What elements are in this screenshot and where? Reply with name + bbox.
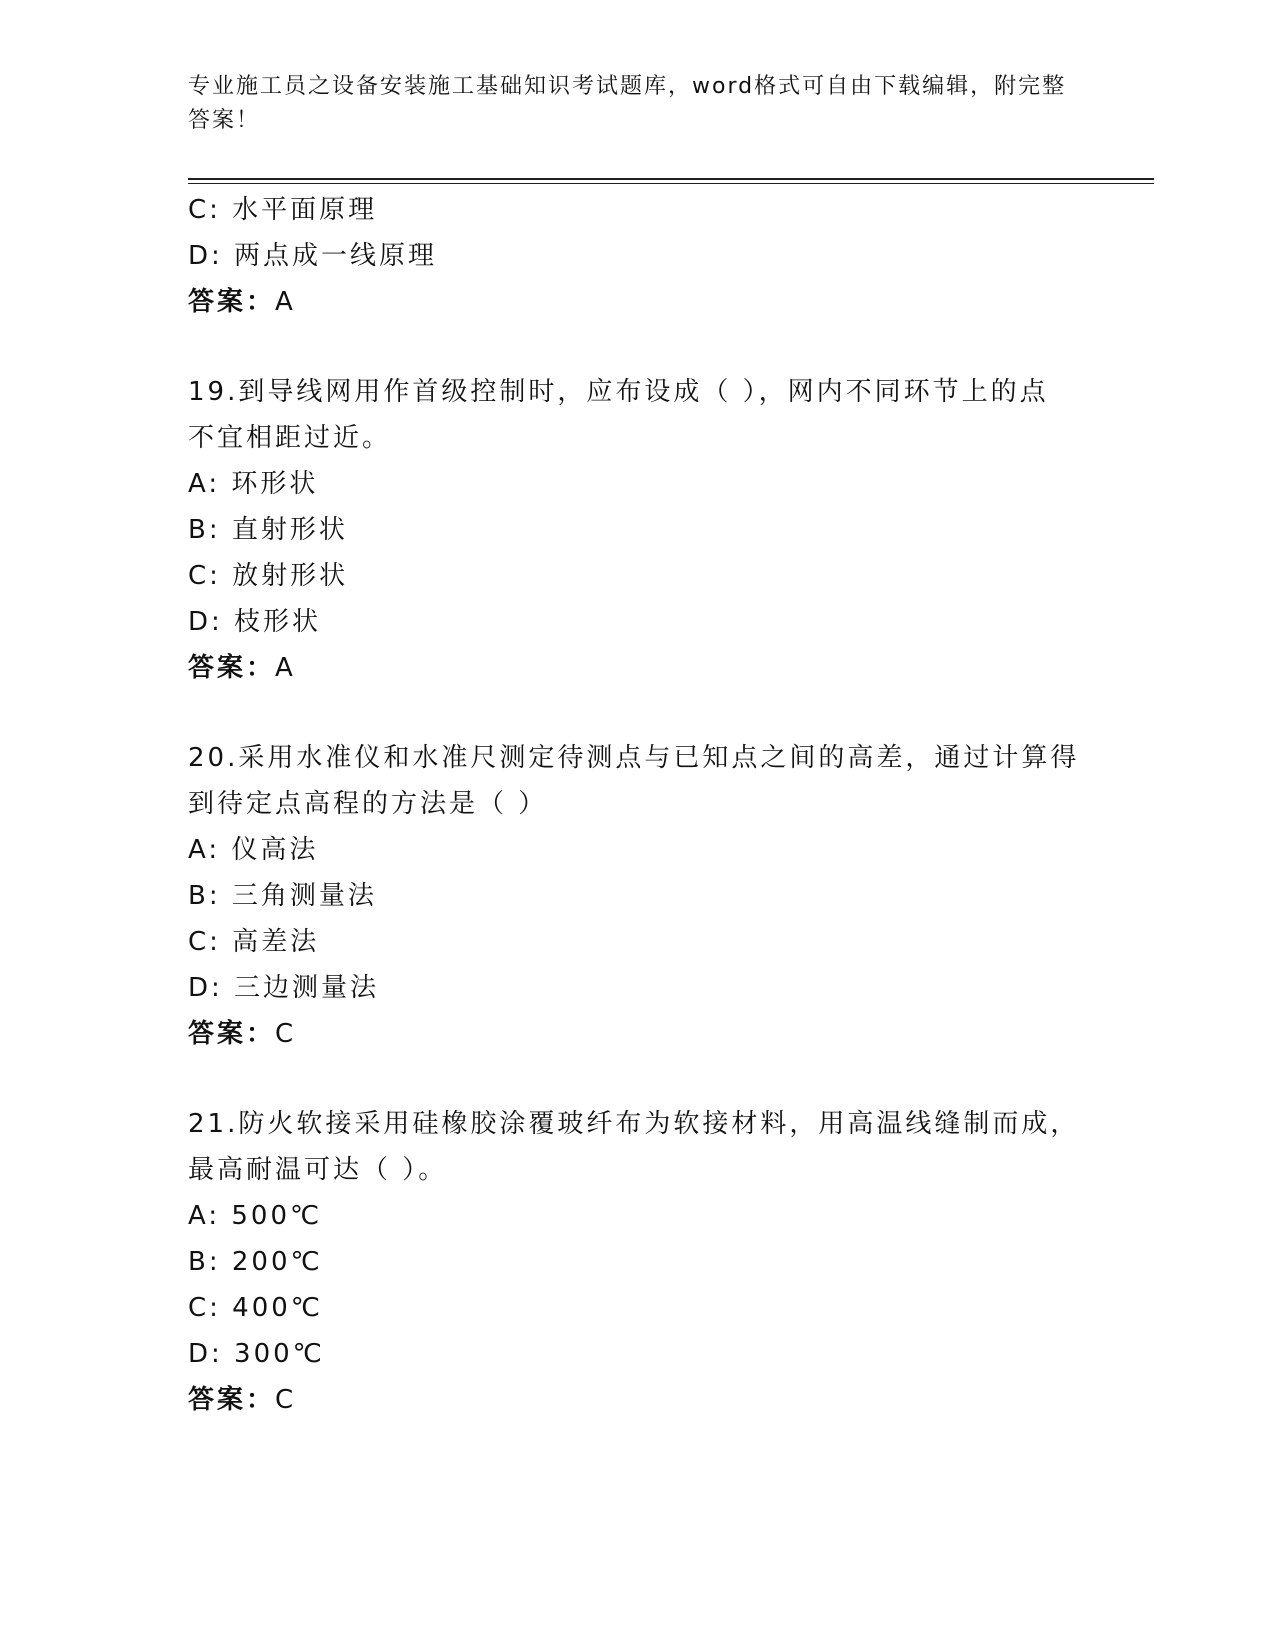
question-text-line: 20.采用水准仪和水准尺测定待测点与已知点之间的高差，通过计算得 xyxy=(188,743,1080,773)
answer-label: 答案： xyxy=(188,287,276,317)
answer-value: A xyxy=(275,287,296,317)
option-b: B: 三角测量法 xyxy=(188,881,377,911)
option-d: D: 枝形状 xyxy=(188,607,322,637)
answer-label: 答案： xyxy=(188,653,276,683)
option-d: D: 三边测量法 xyxy=(188,973,380,1003)
option-b: B: 200℃ xyxy=(188,1247,323,1277)
answer-line xyxy=(188,279,1108,325)
header-divider-thin xyxy=(188,183,1154,184)
question-text-line: 19.到导线网用作首级控制时，应布设成（ ），网内不同环节上的点 xyxy=(188,377,1049,407)
answer-label: 答案： xyxy=(188,1019,276,1049)
answer-value: C xyxy=(275,1019,297,1049)
option-d: D: 两点成一线原理 xyxy=(188,241,438,271)
answer-line xyxy=(188,1011,1108,1057)
question-block-20 xyxy=(188,735,1108,1057)
question-text-line: 21.防火软接采用硅橡胶涂覆玻纤布为软接材料，用高温线缝制而成， xyxy=(188,1109,1080,1139)
option-c: C: 高差法 xyxy=(188,927,320,957)
question-text-line: 最高耐温可达（ ）。 xyxy=(188,1155,448,1185)
answer-value: C xyxy=(275,1385,297,1415)
answer-value: A xyxy=(275,653,296,683)
option-a: A: 500℃ xyxy=(188,1201,323,1231)
answer-line xyxy=(188,645,1108,691)
answer-label: 答案： xyxy=(188,1385,276,1415)
option-c: C: 400℃ xyxy=(188,1293,324,1323)
question-block-19 xyxy=(188,369,1108,691)
option-b: B: 直射形状 xyxy=(188,515,348,545)
header-divider-thick xyxy=(188,178,1154,180)
answer-line xyxy=(188,1377,1108,1423)
question-block-21 xyxy=(188,1101,1108,1423)
option-c: C: 放射形状 xyxy=(188,561,349,591)
option-d: D: 300℃ xyxy=(188,1339,325,1369)
document-header: 专业施工员之设备安装施工基础知识考试题库，word格式可自由下载编辑，附完整答案！ xyxy=(188,74,1067,133)
option-c: C: 水平面原理 xyxy=(188,195,378,225)
question-block-18 xyxy=(188,187,1108,325)
question-text-line: 不宜相距过近。 xyxy=(188,423,392,453)
option-a: A: 仪高法 xyxy=(188,835,319,865)
question-content xyxy=(188,187,1108,1423)
option-a: A: 环形状 xyxy=(188,469,319,499)
question-text-line: 到待定点高程的方法是（ ） xyxy=(188,789,548,819)
